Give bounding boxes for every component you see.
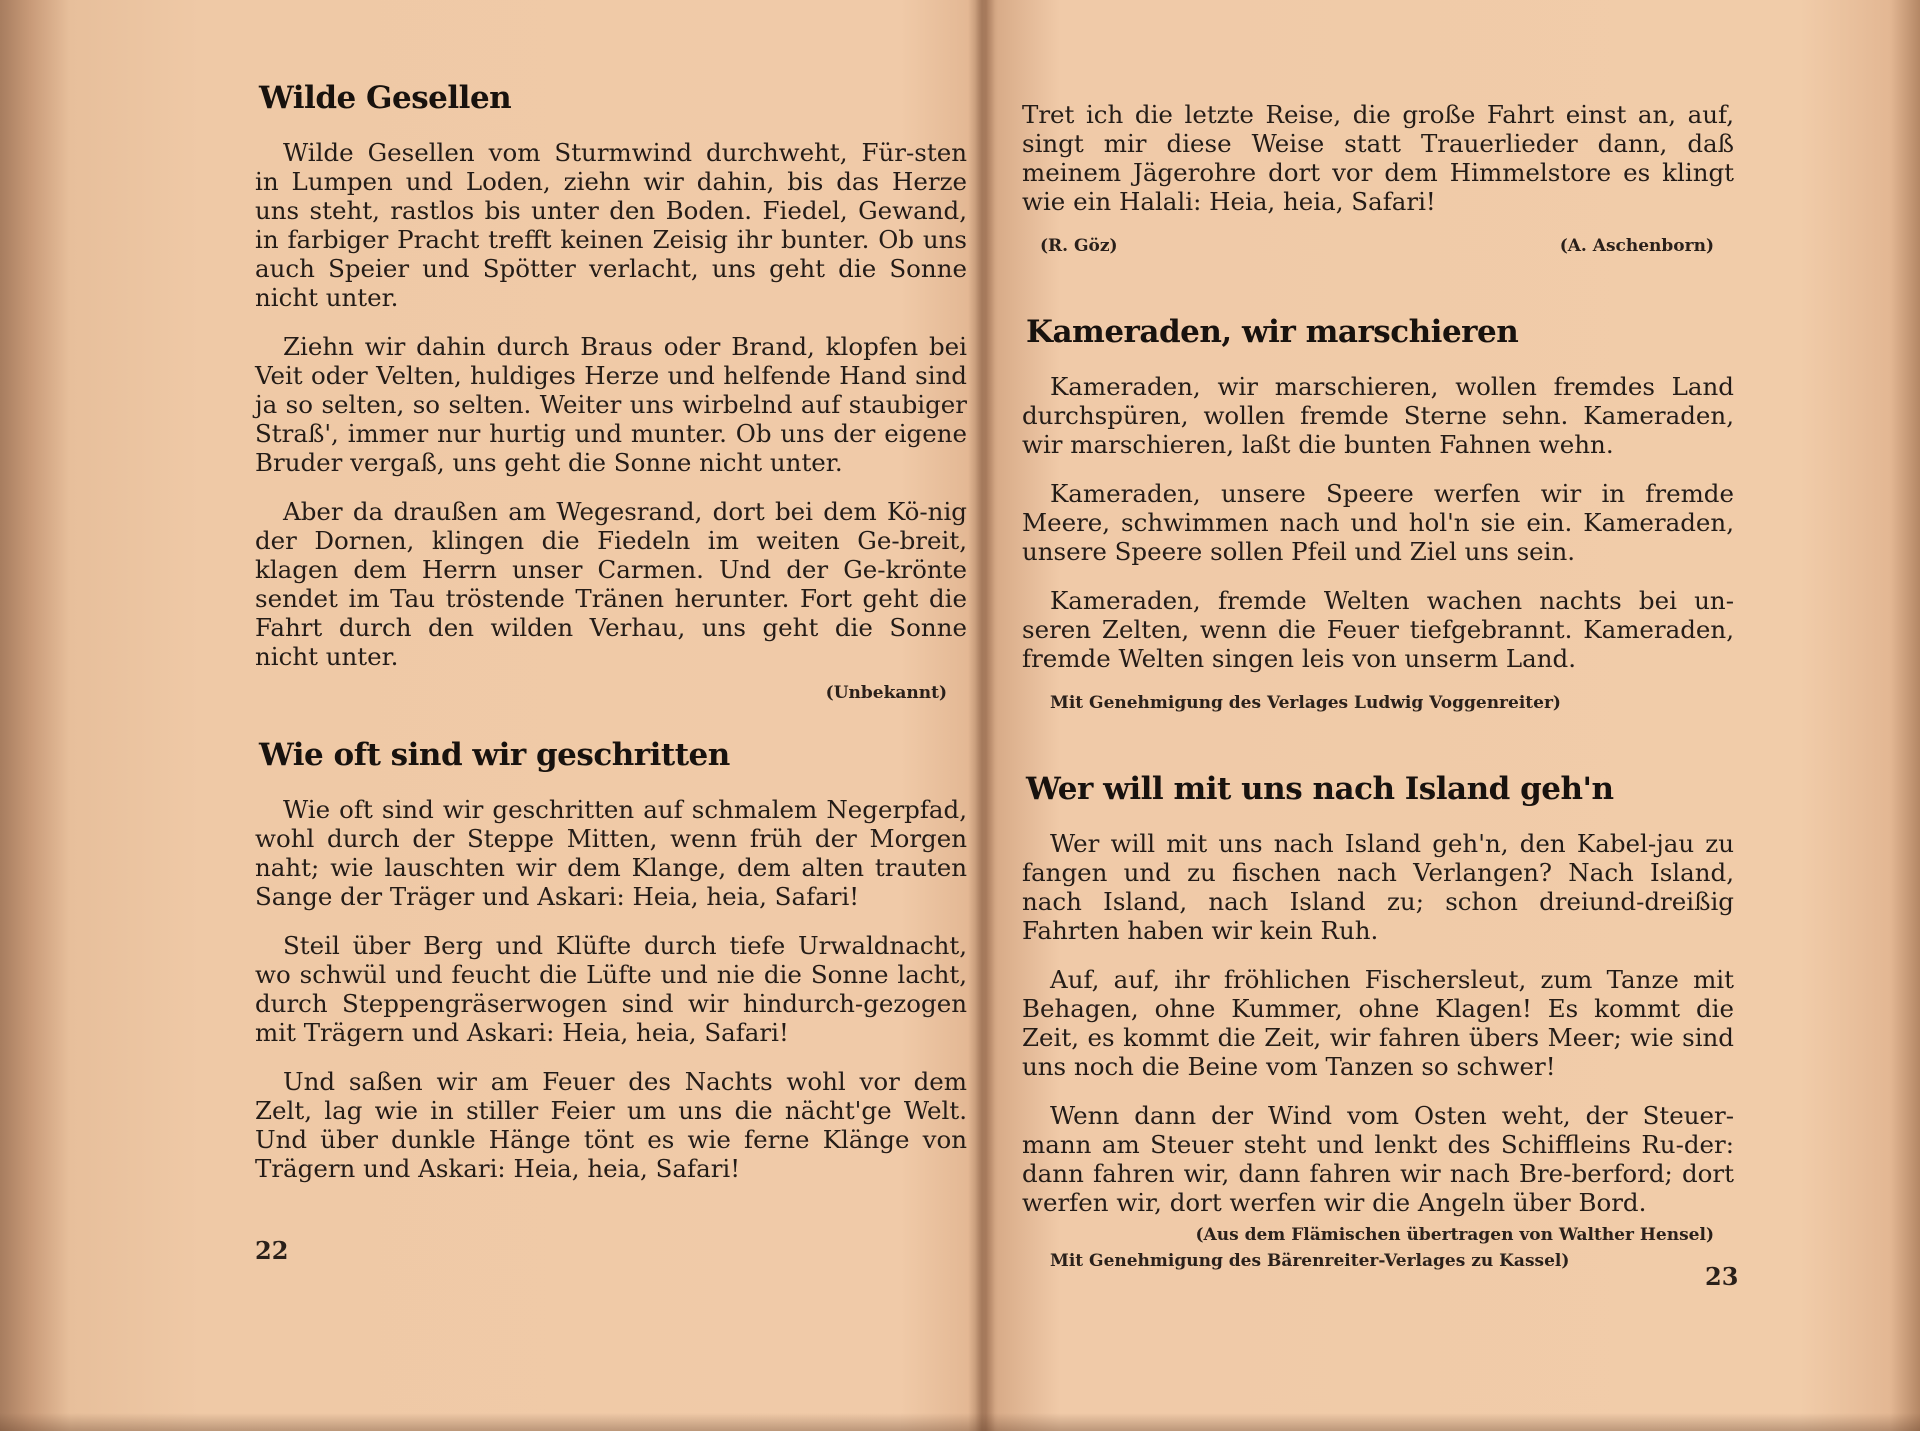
lyricist: (R. Göz): [1040, 236, 1118, 256]
left-page: [255, 80, 967, 1203]
song-title: Kameraden, wir marschieren: [1026, 314, 1519, 350]
song-source: (Unbekannt): [825, 683, 947, 703]
song-verse: Wer will mit uns nach Island geh'n, den Kabel-jau zu fangen und zu fischen nach Verlangen? Nach Island, nach Island, nach Island zu; schon dreiund-dreißig Fahrten haben wir kein Ruh.: [1022, 829, 1734, 945]
song-verse: Aber da draußen am Wegesrand, dort bei dem Kö-nig der Dornen, klingen die Fiedeln im weiten Ge-breit, klagen dem Herrn unser Carmen. Und der Ge-krönte sendet im Tau tröstende Tränen herunter. Fort geht die Fahrt durch den wilden Verhau, uns geht die Sonne nicht unter.: [255, 497, 967, 671]
song-source: (Aus dem Flämischen übertragen von Walther Hensel): [1195, 1225, 1714, 1245]
song-verse: Kameraden, wir marschieren, wollen fremdes Land durchspüren, wollen fremde Sterne sehn. Kameraden, wir marschieren, laßt die bunten Fahnen wehn.: [1022, 372, 1734, 459]
song-verse: Steil über Berg und Klüfte durch tiefe Urwaldnacht, wo schwül und feucht die Lüfte und nie die Sonne lacht, durch Steppengräserwogen sind wir hindurch-gezogen mit Trägern und Askari: Heia, heia, Safari!: [255, 931, 967, 1047]
continued-verse: Tret ich die letzte Reise, die große Fahrt einst an, auf, singt mir diese Weise statt Trauerlieder dann, daß meinem Jägerohre dort vor dem Himmelstore es klingt wie ein Halali: Heia, heia, Safari!: [1022, 100, 1734, 216]
song-title: Wie oft sind wir geschritten: [259, 737, 730, 773]
song-verse: Kameraden, fremde Welten wachen nachts bei un-seren Zelten, wenn die Feuer tiefgebrannt. Kameraden, fremde Welten singen leis von unserm Land.: [1022, 586, 1734, 673]
song-verse: Auf, auf, ihr fröhlichen Fischersleut, zum Tanze mit Behagen, ohne Kummer, ohne Klagen! Es kommt die Zeit, es kommt die Zeit, wir fahren übers Meer; wie sind uns noch die Beine vom Tanzen so schwer!: [1022, 965, 1734, 1081]
right-page: [1022, 100, 1734, 1271]
song-title: Wer will mit uns nach Island geh'n: [1026, 771, 1614, 807]
song-verse: Wenn dann der Wind vom Osten weht, der Steuer-mann am Steuer steht und lenkt des Schiffleins Ru-der: dann fahren wir, dann fahren wir nach Bre-berford; dort werfen wir, dort werfen wir die Angeln über Bord.: [1022, 1101, 1734, 1217]
page-number-left: 22: [255, 1236, 289, 1265]
permission-note: Mit Genehmigung des Verlages Ludwig Voggenreiter): [1050, 693, 1561, 713]
song-verse: Kameraden, unsere Speere werfen wir in fremde Meere, schwimmen nach und hol'n sie ein. Kameraden, unsere Speere sollen Pfeil und Ziel uns sein.: [1022, 479, 1734, 566]
author-row: [1040, 236, 1714, 256]
permission-note: Mit Genehmigung des Bärenreiter-Verlages zu Kassel): [1050, 1251, 1570, 1271]
composer: (A. Aschenborn): [1559, 236, 1714, 256]
song-title: Wilde Gesellen: [259, 80, 512, 116]
song-verse: Wilde Gesellen vom Sturmwind durchweht, Für-sten in Lumpen und Loden, ziehn wir dahin, bis das Herze uns steht, rastlos bis unter den Boden. Fiedel, Gewand, in farbiger Pracht trefft keinen Zeisig ihr bunter. Ob uns auch Speier und Spötter verlacht, uns geht die Sonne nicht unter.: [255, 138, 967, 312]
book-gutter: [968, 0, 998, 1431]
song-verse: Wie oft sind wir geschritten auf schmalem Negerpfad, wohl durch der Steppe Mitten, wenn früh der Morgen naht; wie lauschten wir dem Klange, dem alten trauten Sange der Träger und Askari: Heia, heia, Safari!: [255, 795, 967, 911]
song-verse: Ziehn wir dahin durch Braus oder Brand, klopfen bei Veit oder Velten, huldiges Herze und helfende Hand sind ja so selten, so selten. Weiter uns wirbelnd auf staubiger Straß', immer nur hurtig und munter. Ob uns der eigene Bruder vergaß, uns geht die Sonne nicht unter.: [255, 332, 967, 477]
page-edge-shadow: [0, 1413, 1920, 1431]
song-verse: Und saßen wir am Feuer des Nachts wohl vor dem Zelt, lag wie in stiller Feier um uns die nächt'ge Welt. Und über dunkle Hänge tönt es wie ferne Klänge von Trägern und Askari: Heia, heia, Safari!: [255, 1067, 967, 1183]
page-number-right: 23: [1705, 1262, 1739, 1291]
